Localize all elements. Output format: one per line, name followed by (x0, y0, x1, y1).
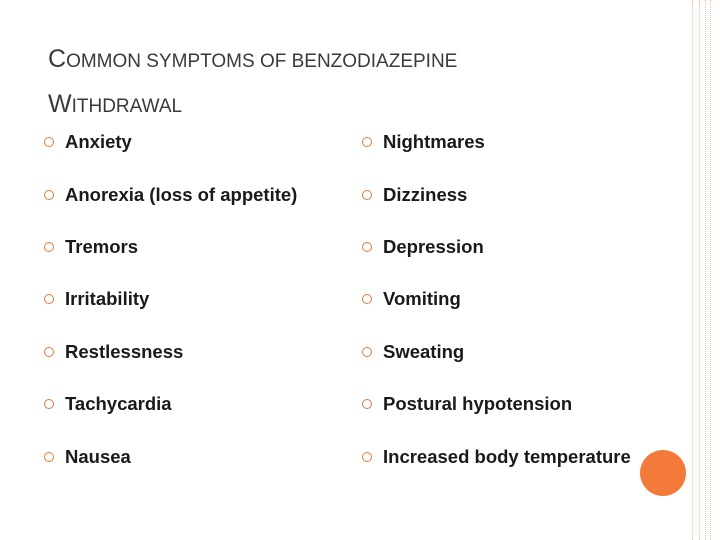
circle-bullet-icon (44, 190, 54, 200)
circle-bullet-icon (362, 242, 372, 252)
list-item (44, 116, 344, 168)
list-item (44, 273, 344, 325)
list-item-label: Postural hypotension (383, 393, 573, 415)
symptom-list-left (44, 116, 344, 483)
circle-bullet-icon (362, 399, 372, 409)
list-item-label: Depression (383, 235, 484, 257)
list-item (362, 326, 692, 378)
list-item-label: Anorexia (loss of appetite) (65, 183, 298, 205)
slide-title-line-2: WITHDRAWAL (48, 90, 183, 118)
decorative-edge-line (699, 0, 700, 540)
list-item-label: Tachycardia (65, 393, 172, 415)
slide-title-line-1: COMMON SYMPTOMS OF BENZODIAZEPINE (48, 45, 458, 73)
circle-bullet-icon (362, 452, 372, 462)
list-item-label: Nausea (65, 445, 131, 467)
accent-circle-icon (640, 450, 686, 496)
list-item-label: Restlessness (65, 340, 184, 362)
decorative-edge-line (710, 0, 711, 540)
list-item-label: Tremors (65, 235, 139, 257)
list-item (44, 430, 344, 482)
list-item-label: Dizziness (383, 183, 468, 205)
list-item (44, 221, 344, 273)
decorative-edge-line (705, 0, 706, 540)
list-item-label: Increased body temperature (383, 445, 631, 467)
list-item (44, 168, 344, 220)
list-item (44, 378, 344, 430)
circle-bullet-icon (44, 347, 54, 357)
circle-bullet-icon (362, 190, 372, 200)
list-item-label: Irritability (65, 288, 150, 310)
circle-bullet-icon (44, 242, 54, 252)
decorative-edge-line (692, 0, 693, 540)
list-item (44, 326, 344, 378)
symptom-list-right (362, 116, 692, 483)
list-item (362, 168, 692, 220)
list-item-label: Anxiety (65, 131, 132, 153)
circle-bullet-icon (44, 137, 54, 147)
circle-bullet-icon (44, 294, 54, 304)
list-item-label: Vomiting (383, 288, 461, 310)
list-item-label: Nightmares (383, 131, 485, 153)
list-item (362, 273, 692, 325)
circle-bullet-icon (362, 137, 372, 147)
list-item (362, 221, 692, 273)
circle-bullet-icon (44, 399, 54, 409)
slide-title (48, 38, 668, 128)
list-item-label: Sweating (383, 340, 465, 362)
circle-bullet-icon (44, 452, 54, 462)
circle-bullet-icon (362, 294, 372, 304)
list-item (362, 116, 692, 168)
circle-bullet-icon (362, 347, 372, 357)
list-item (362, 378, 692, 430)
